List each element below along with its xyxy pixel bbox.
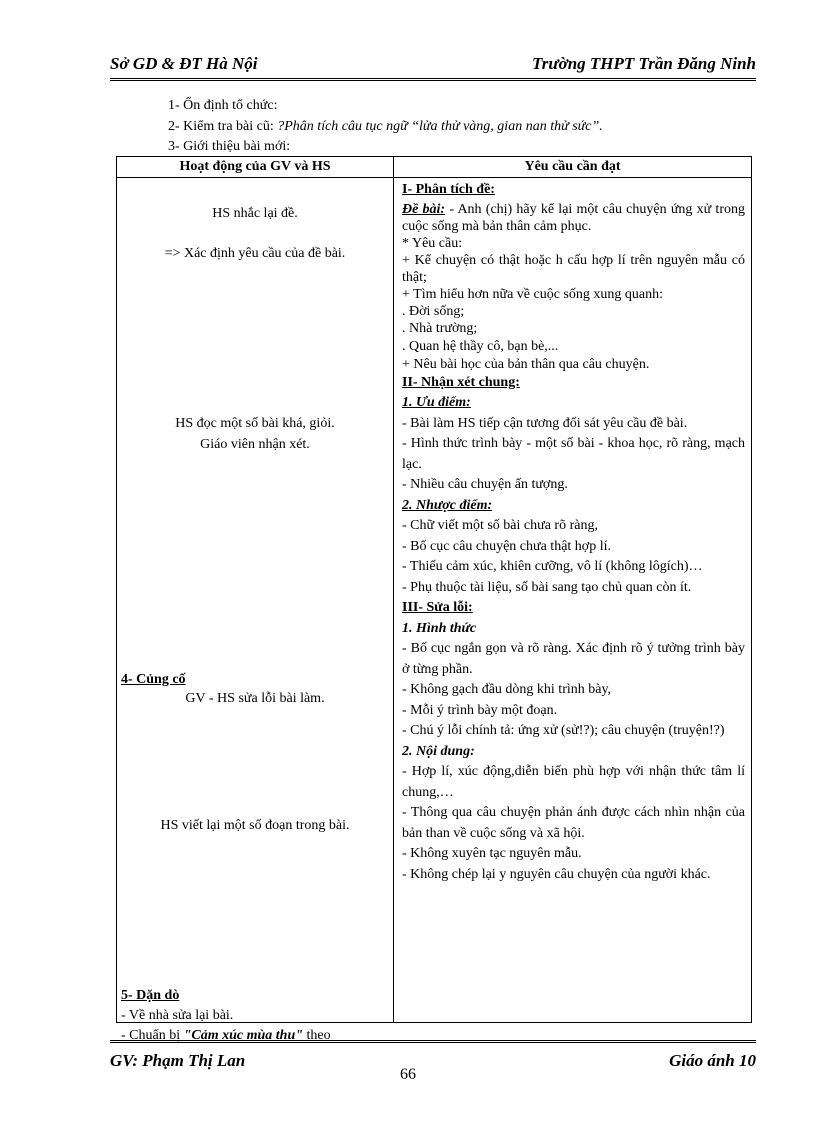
yeu-cau-1: + Kể chuyện có thật hoặc h cấu hợp lí trên nguyên mẫu có thật; [402,252,745,285]
uu-diem-2: - Hình thức trình bày - một số bài - khoa học, rõ ràng, mạch lạc. [402,436,745,472]
nhuoc-diem-4: - Phụ thuộc tài liệu, số bài sang tạo chủ quan còn ít. [402,579,692,595]
intro-line-2-prefix: 2- Kiểm tra bài cũ: [168,119,278,134]
left-hs-doc: HS đọc một số bài khá, giỏi. [175,416,335,431]
left-chuan-bi-prefix: - Chuẩn bị [121,1028,184,1043]
header-requirements: Yêu cầu cần đạt [394,157,752,178]
yeu-cau-2a: . Đời sống; [402,303,465,319]
section-2-title: II- Nhận xét chung: [402,374,520,390]
left-hs-nhac-lai: HS nhắc lại đề. [212,206,298,221]
yeu-cau-2c: . Quan hệ thầy cô, bạn bè,... [402,338,559,354]
yeu-cau-2b: . Nhà trường; [402,320,478,336]
header-department: Sở GD & ĐT Hà Nội [110,54,258,73]
de-bai [402,201,745,235]
noi-dung-2: - Thông qua câu chuyện phản ánh được cách nhìn nhận của bản than về cuộc sống và xã hội. [402,805,745,841]
footer-teacher: GV: Phạm Thị Lan [110,1051,246,1070]
nhuoc-diem-heading: 2. Nhược điểm: [402,497,493,513]
hinh-thuc-2: - Không gạch đầu dòng khi trình bày, [402,682,612,697]
de-bai-label: Đề bài: [402,201,446,217]
table-header-row [117,157,752,178]
uu-diem-1: - Bài làm HS tiếp cận tương đối sát yêu cầu đề bài. [402,415,688,431]
hinh-thuc-3: - Mỗi ý trình bày một đoạn. [402,702,558,718]
page-header [110,52,756,81]
footer-subject: Giáo ánh 10 [669,1051,756,1070]
requirements-column [394,178,752,1023]
noi-dung-1: - Hợp lí, xúc động,diễn biến phù hợp với nhận thức tâm lí chung,… [402,764,745,800]
hinh-thuc-heading: 1. Hình thức [402,620,477,636]
section-1-title: I- Phân tích đề: [402,182,495,197]
intro-line-1: 1- Ổn định tổ chức: [168,98,278,113]
de-bai-text: - Anh (chị) hãy kể lại một câu chuyện ứng xử trong cuộc sống mà bản thân cảm phục. [402,201,745,234]
left-gv-nhan-xet: Giáo viên nhận xét. [200,437,310,452]
hinh-thuc-4: - Chú ý lỗi chính tả: ứng xử (sử!?); câu chuyện (truyện!?) [402,723,725,738]
left-chuan-bi-title: "Cảm xúc mùa thu" [183,1028,304,1043]
section-3-title: III- Sửa lỗi: [402,600,473,615]
header-school: Trường THPT Trần Đăng Ninh [532,54,756,73]
uu-diem-heading: 1. Ưu điểm: [402,395,471,410]
lesson-table [116,156,752,1043]
noi-dung-4: - Không chép lại y nguyên câu chuyện của người khác. [402,866,711,882]
left-dan-do-heading: 5- Dặn dò [121,988,180,1003]
nhuoc-diem-1: - Chữ viết một số bài chưa rõ ràng, [402,518,598,533]
yeu-cau-2: + Tìm hiểu hơn nữa về cuộc sống xung quanh: [402,286,663,302]
header-activities: Hoạt động của GV và HS [117,157,394,178]
intro-line-2-question: ?Phân tích câu tục ngữ “lửa thử vàng, gian nan thử sức”. [277,119,603,134]
intro-line-3: 3- Giới thiệu bài mới: [168,139,291,154]
nhuoc-diem-3: - Thiếu cảm xúc, khiên cưỡng, vô lí (không lôgích)… [402,559,703,574]
intro-line-2 [168,118,603,136]
hinh-thuc-1: - Bố cục ngắn gọn và rõ ràng. Xác định rõ ý tưởng trình bày ở từng phần. [402,641,745,677]
activities-column [117,178,394,1043]
left-gv-hs-sua: GV - HS sửa lỗi bài làm. [185,691,325,706]
left-xac-dinh: => Xác định yêu cầu của đề bài. [164,246,346,261]
left-hs-viet: HS viết lại một số đoạn trong bài. [160,818,350,833]
noi-dung-heading: 2. Nội dung: [402,743,475,759]
uu-diem-3: - Nhiều câu chuyện ấn tượng. [402,477,568,492]
left-chuan-bi-suffix: theo [303,1028,331,1043]
table-body-row [117,178,752,1023]
yeu-cau-3: + Nêu bài học của bản thân qua câu chuyện. [402,356,650,372]
nhuoc-diem-2: - Bố cục câu chuyện chưa thật hợp lí. [402,538,611,554]
left-cung-co-heading: 4- Củng cố [121,672,186,687]
yeu-cau-label: * Yêu cầu: [402,235,463,251]
noi-dung-3: - Không xuyên tạc nguyên mẫu. [402,846,582,861]
left-ve-nha: - Về nhà sửa lại bài. [121,1008,234,1023]
page-number: 66 [400,1066,416,1083]
